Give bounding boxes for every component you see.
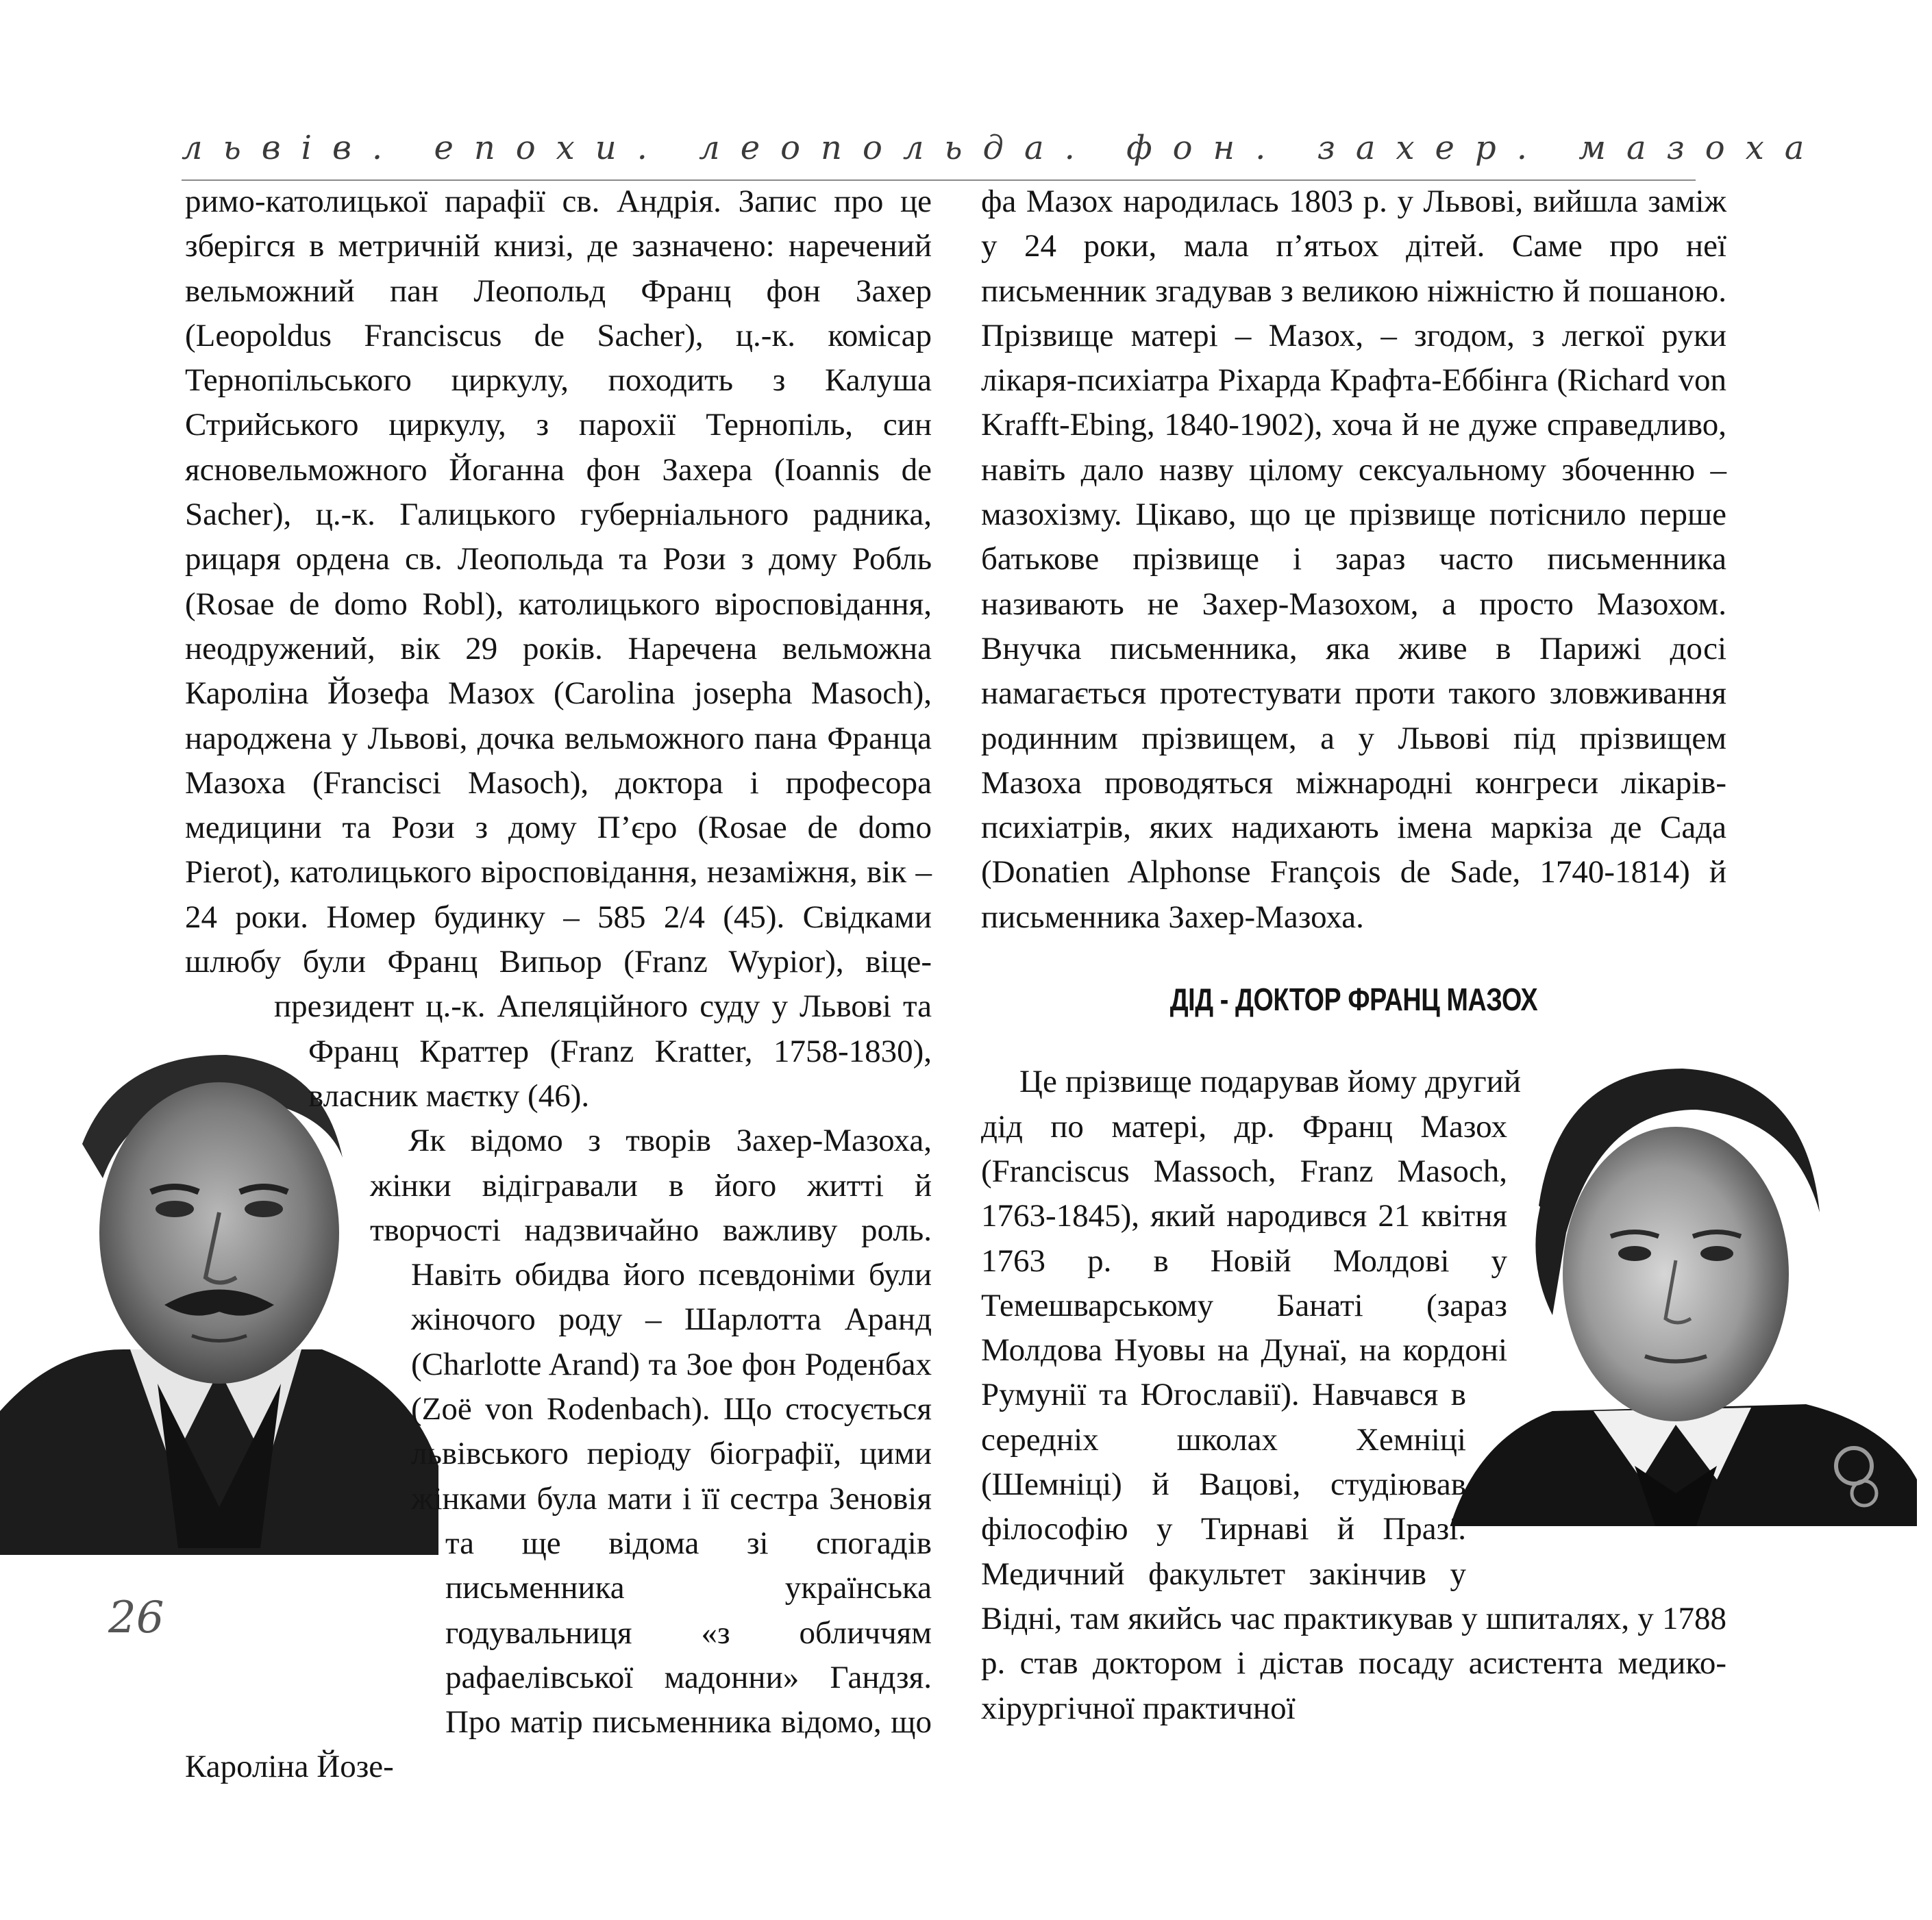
running-head: львів. епохи. леопольда. фон. захер. мазоха: [182, 129, 1825, 167]
left-paragraph-2: Як відомо з творів Захер-Мазоха, жінки відігравали в його житті й творчості надзвичайно важливу роль. Навіть обидва його псевдоніми були жіночого роду – Шарлотта Аранд (Charlotte Arand) та Зое фон Роденбах (Zoë von Rodenbach). Що стосується львівського періоду біографії, цими жінками була мати і її сестра Зеновія та ще відома зі спогадів письменника українська годувальниця «з обличчям рафаелівської мадонни» Гандзя. Про матір письменника відомо, що Кароліна Йозе-: [185, 1123, 932, 1785]
right-paragraph-2: Це прізвище подарував йому другий дід по матері, др. Франц Мазох (Franciscus Massoch, Franz Masoch, 1763-1845), який народився 21 квітня 1763 р. в Новій Молдові у Темешварському Банаті (зараз Молдова Нуовы на Дунаї, на кордоні Румунії та Югославії). Навчався в середніх школах Хемніці (Шемніці) й Вацові, студіював філософію у Тирнаві й Празі. Медичний факультет закінчив у Відні, там якийсь час практикував у шпиталях, у 1788 р. став доктором і дістав посаду асистента медико-хірургічної практичної: [981, 1064, 1726, 1726]
page-number: 26: [108, 1593, 164, 1643]
right-paragraph-1: фа Мазох народилась 1803 р. у Львові, вийшла заміж у 24 роки, мала п’ятьох дітей. Саме про неї письменник згадував з великою ніжністю й пошаною. Прізвище матері – Мазох, – згодом, з легкої руки лікаря-психіатра Ріхарда Крафта-Еббінга (Richard von Krafft-Ebing, 1840-1902), хоча й не дуже справедливо, навіть дало назву цілому сексуальному збоченню – мазохізму. Цікаво, що це прізвище потіснило перше батькове прізвище і зараз часто письменника називають не Захер-Мазохом, а просто Мазохом. Внучка письменника, яка живе в Парижі досі намагається протестувати проти такого зловживання родинним прізвищем, а у Львові під прізвищем Мазоха проводяться міжнародні конгреси лікарів-психіатрів, яких надихають імена маркіза де Сада (Donatien Alphonse François de Sade, 1740-1814) й письменника Захер-Мазоха.: [981, 184, 1726, 935]
left-paragraph-1: римо-католицької парафії св. Андрія. Запис про це зберігся в метричній книзі, де зазначено: наречений вельможний пан Леопольд Франц фон Захер (Leopoldus Franciscus de Sacher), ц.-к. комісар Тернопільського циркулу, походить з Калуша Стрийського циркулу, з парохії Тернопіль, син ясновельможного Йоганна фон Захера (Ioannis de Sacher), ц.-к. Галицького губерніального радника, рицаря ордена св. Леопольда та Рози з дому Робль (Rosae de domo Robl), католицького віросповідання, неодружений, вік 29 років. Наречена вельможна Кароліна Йозефа Мазох (Carolina josepha Masoch), народжена у Львові, дочка вельможного пана Франца Мазоха (Francisci Masoch), доктора і професора медицини та Рози з дому П’єро (Rosae de domo Pierot), католицького віросповідання, незаміжня, вік – 24 роки. Номер будинку – 585 2/4 (45). Свідками шлюбу були Франц Випьор (Franz Wypior), віце-президент ц.-к. Апеляційного суду у Львові та Франц Краттер (Franz Kratter, 1758-1830), власник маєтку (46).: [185, 184, 932, 1114]
right-text-column: [981, 179, 1726, 1731]
left-text-column: [185, 179, 932, 1790]
section-heading: ДІД - ДОКТОР ФРАНЦ МАЗОХ: [1169, 982, 1538, 1018]
